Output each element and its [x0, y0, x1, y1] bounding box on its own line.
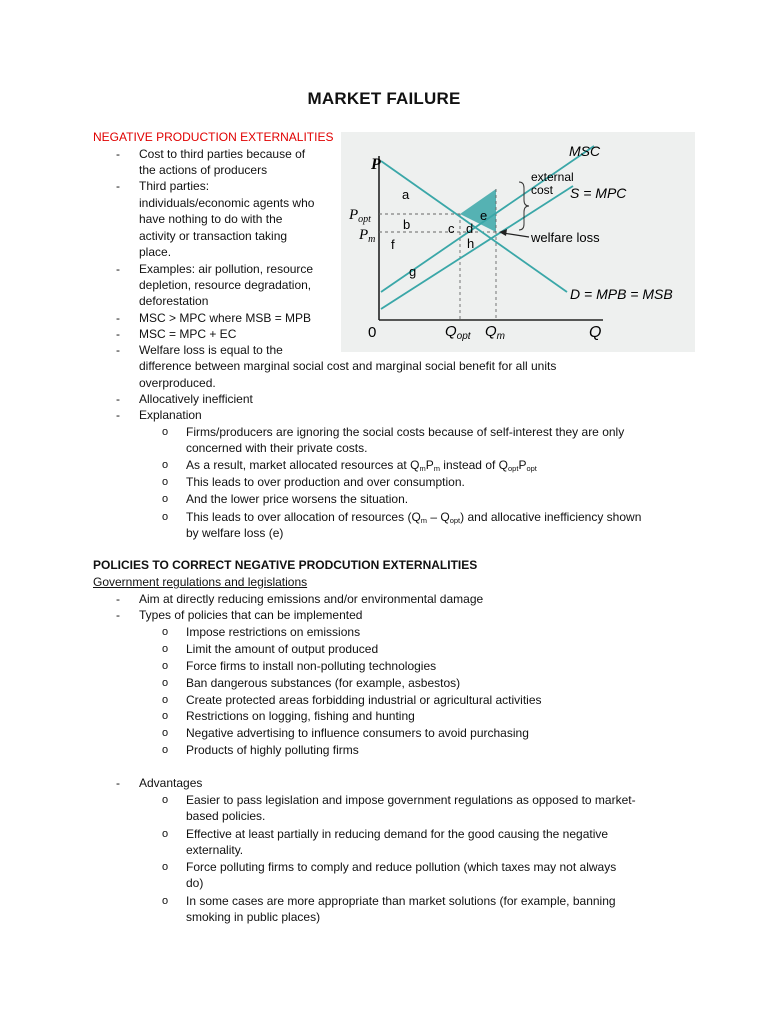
pm-label-sub: m — [368, 234, 376, 245]
externality-diagram — [341, 132, 695, 352]
bullet-text: depletion, resource degradation, — [139, 278, 312, 292]
bullet-text: Advantages — [139, 776, 203, 790]
circle-bullet: o — [162, 660, 169, 672]
bullet-text: the actions of producers — [139, 163, 268, 177]
x-axis-label: Q — [589, 324, 602, 341]
region-g-label: g — [409, 264, 417, 279]
advantage-item: Force polluting firms to comply and reduce pollution (which taxes may not always — [186, 860, 617, 874]
bullet-text: individuals/economic agents who — [139, 196, 315, 210]
region-d-label: d — [466, 221, 474, 236]
text-run: P — [518, 458, 527, 472]
policy-type-item: Limit the amount of output produced — [186, 642, 379, 656]
circle-bullet: o — [162, 694, 169, 706]
dash-bullet: - — [116, 147, 120, 161]
text-run: This leads to over allocation of resources (Q — [186, 510, 421, 524]
pm-label-main: P — [359, 227, 369, 243]
advantage-item: externality. — [186, 843, 244, 857]
demand-label: D = MPB = MSB — [570, 286, 673, 302]
bullet-text: Cost to third parties because of — [139, 147, 306, 161]
region-e-label: e — [480, 208, 488, 223]
subscript: m — [419, 464, 426, 473]
bullet-text: Welfare loss is equal to the — [139, 343, 283, 357]
policy-type-item: Restrictions on logging, fishing and hunting — [186, 709, 415, 723]
circle-bullet: o — [162, 727, 169, 739]
bullet-text: Explanation — [139, 408, 202, 422]
advantage-item: smoking in public places) — [186, 910, 321, 924]
sub-bullet-text: And the lower price worsens the situation. — [186, 492, 409, 506]
sub-bullet-text: Firms/producers are ignoring the social costs because of self-interest they are only — [186, 425, 625, 439]
qopt-label-sub: opt — [456, 331, 471, 342]
dash-bullet: - — [116, 179, 120, 193]
circle-bullet: o — [162, 493, 169, 505]
dash-bullet: - — [116, 327, 120, 341]
circle-bullet: o — [162, 794, 169, 806]
policy-type-item: Force firms to install non-polluting technologies — [186, 659, 437, 673]
section-heading-policies: POLICIES TO CORRECT NEGATIVE PRODCUTION EXTERNALITIES — [93, 558, 478, 572]
text-run: P — [425, 458, 434, 472]
circle-bullet: o — [162, 626, 169, 638]
bullet-text: activity or transaction taking — [139, 229, 288, 243]
welfare-loss-label: welfare loss — [531, 230, 600, 245]
sub-bullet-text: This leads to over production and over consumption. — [186, 475, 465, 489]
bullet-text: MSC = MPC + EC — [139, 327, 237, 341]
text-run: instead of Q — [439, 458, 508, 472]
bullet-text: MSC > MPC where MSB = MPB — [139, 311, 312, 325]
policy-type-item: Ban dangerous substances (for example, asbestos) — [186, 676, 461, 690]
qopt-label-main: Q — [445, 323, 457, 340]
dash-bullet: - — [116, 392, 120, 406]
subscript: opt — [508, 464, 519, 473]
circle-bullet: o — [162, 511, 169, 523]
s-mpc-label: S = MPC — [570, 185, 627, 201]
popt-label-sub: opt — [358, 214, 371, 225]
circle-bullet: o — [162, 476, 169, 488]
circle-bullet: o — [162, 643, 169, 655]
bullet-text: Allocatively inefficient — [139, 392, 253, 406]
circle-bullet: o — [162, 710, 169, 722]
text-run: As a result, market allocated resources at Q — [186, 458, 420, 472]
bullet-text: difference between marginal social cost and marginal social benefit for all units — [139, 359, 557, 373]
dash-bullet: - — [116, 343, 120, 357]
subscript: opt — [526, 464, 537, 473]
policy-type-item: Create protected areas forbidding industrial or agricultural activities — [186, 693, 542, 707]
y-axis-label: P — [371, 156, 381, 173]
dash-bullet: - — [116, 408, 120, 422]
bullet-text: Examples: air pollution, resource — [139, 262, 314, 276]
qm-label-main: Q — [485, 323, 497, 340]
circle-bullet: o — [162, 744, 169, 756]
popt-label-main: P — [349, 207, 359, 223]
subscript: opt — [449, 516, 461, 525]
circle-bullet: o — [162, 861, 169, 873]
region-b-label: b — [403, 217, 411, 232]
circle-bullet: o — [162, 459, 169, 471]
policy-type-item: Impose restrictions on emissions — [186, 625, 361, 639]
dash-bullet: - — [116, 776, 120, 790]
bullet-text: place. — [139, 245, 172, 259]
advantage-item: In some cases are more appropriate than market solutions (for example, banning — [186, 894, 616, 908]
advantage-item: Effective at least partially in reducing demand for the good causing the negative — [186, 827, 609, 841]
cost-label: cost — [531, 183, 554, 197]
advantage-item: based policies. — [186, 809, 266, 823]
region-h-label: h — [467, 236, 475, 251]
region-a-label: a — [402, 187, 410, 202]
bullet-text: Aim at directly reducing emissions and/or environmental damage — [139, 592, 484, 606]
bullet-text: Types of policies that can be implemented — [139, 608, 363, 622]
circle-bullet: o — [162, 895, 169, 907]
circle-bullet: o — [162, 828, 169, 840]
sub-bullet-text: concerned with their private costs. — [186, 441, 368, 455]
sub-bullet-text: by welfare loss (e) — [186, 526, 284, 540]
external-label: external — [531, 170, 574, 184]
dash-bullet: - — [116, 608, 120, 622]
advantage-item: Easier to pass legislation and impose government regulations as opposed to market- — [186, 793, 636, 807]
page-title: MARKET FAILURE — [307, 89, 461, 108]
subheading-regulations: Government regulations and legislations — [93, 575, 308, 589]
policy-type-item: Negative advertising to influence consumers to avoid purchasing — [186, 726, 529, 740]
region-c-label: c — [448, 221, 455, 236]
bullet-text: overproduced. — [139, 376, 216, 390]
origin-label: 0 — [368, 324, 377, 341]
subscript: m — [420, 516, 428, 525]
region-f-label: f — [391, 237, 395, 252]
dash-bullet: - — [116, 311, 120, 325]
bullet-text: Third parties: — [139, 179, 210, 193]
dash-bullet: - — [116, 262, 120, 276]
dash-bullet: - — [116, 592, 120, 606]
msc-label: MSC — [569, 143, 601, 159]
section-heading-negative-production: NEGATIVE PRODUCTION EXTERNALITIES — [93, 130, 334, 144]
circle-bullet: o — [162, 677, 169, 689]
qm-label-sub: m — [496, 331, 506, 342]
text-run: – Q — [427, 510, 450, 524]
bullet-text: have nothing to do with the — [139, 212, 283, 226]
policy-type-item: Products of highly polluting firms — [186, 743, 359, 757]
advantage-item: do) — [186, 876, 204, 890]
text-run: ) and allocative inefficiency shown — [460, 510, 642, 524]
bullet-text: deforestation — [139, 294, 209, 308]
subscript: m — [433, 464, 440, 473]
circle-bullet: o — [162, 426, 169, 438]
